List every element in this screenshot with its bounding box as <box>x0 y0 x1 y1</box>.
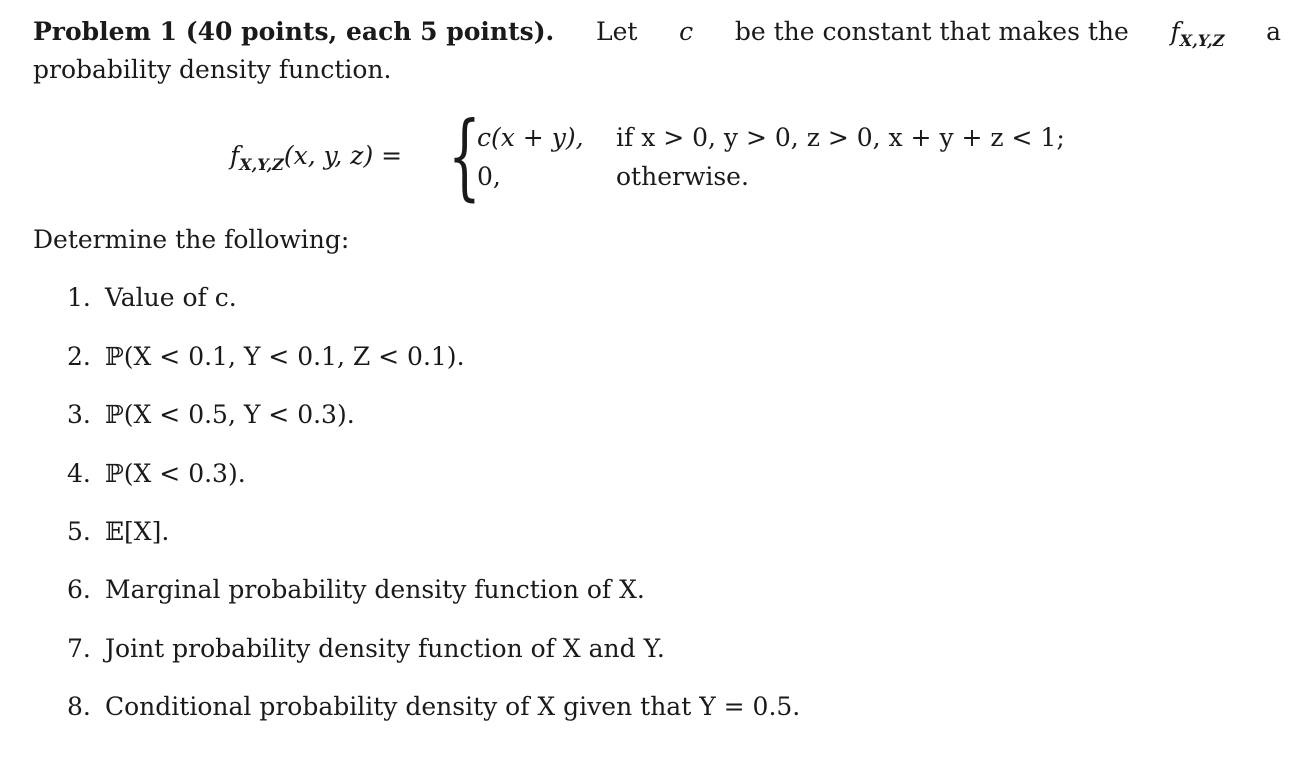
intro-a: a <box>1266 17 1281 46</box>
item-number: 1. <box>67 283 91 312</box>
case-2-expression: 0, <box>477 162 501 191</box>
list-item <box>67 577 645 602</box>
list-item <box>67 402 355 427</box>
item-number: 5. <box>67 517 91 546</box>
item-text: Conditional probability density of X given that Y = 0.5. <box>105 692 801 721</box>
problem-header-line-2: probability density function. <box>33 55 392 84</box>
item-number: 2. <box>67 342 91 371</box>
case-1-condition: if x > 0, y > 0, z > 0, x + y + z < 1; <box>616 123 1065 152</box>
equation-lhs-args: (x, y, z) = <box>283 141 403 170</box>
equation-lhs-subscript: X,Y,Z <box>239 155 284 174</box>
left-brace: { <box>448 102 481 211</box>
item-number: 8. <box>67 692 91 721</box>
determine-lead: Determine the following: <box>33 225 350 254</box>
density-subscript: X,Y,Z <box>1179 31 1225 50</box>
item-number: 7. <box>67 634 91 663</box>
intro-let: Let <box>595 17 638 46</box>
item-text: ℙ(X < 0.5, Y < 0.3). <box>105 400 355 429</box>
list-item <box>67 636 665 661</box>
item-text: 𝔼[X]. <box>105 517 170 546</box>
item-number: 3. <box>67 400 91 429</box>
item-text: ℙ(X < 0.3). <box>105 459 246 488</box>
case-2-condition: otherwise. <box>616 162 749 191</box>
item-text: Joint probability density function of X and Y. <box>105 634 665 663</box>
density-symbol: $f_{X,Y,Z}$ <box>1170 17 1225 50</box>
list-item <box>67 519 169 544</box>
item-text: Marginal probability density function of X. <box>105 575 645 604</box>
item-text: Value of c. <box>105 283 237 312</box>
item-text: ℙ(X < 0.1, Y < 0.1, Z < 0.1). <box>105 342 465 371</box>
problem-title: Problem 1 (40 points, each 5 points). <box>33 17 555 46</box>
list-item <box>67 344 465 369</box>
list-item <box>67 285 237 310</box>
case-1-expression: c(x + y), <box>477 123 584 152</box>
list-item <box>67 694 800 719</box>
constant-c: c <box>679 17 694 46</box>
problem-header-line <box>33 19 1281 49</box>
intro-constant-text: be the constant that makes the <box>734 17 1129 46</box>
list-item <box>67 461 246 486</box>
equation-lhs: $f_{X,Y,Z}(x$, y, z) = <box>230 141 403 174</box>
item-number: 4. <box>67 459 91 488</box>
item-number: 6. <box>67 575 91 604</box>
